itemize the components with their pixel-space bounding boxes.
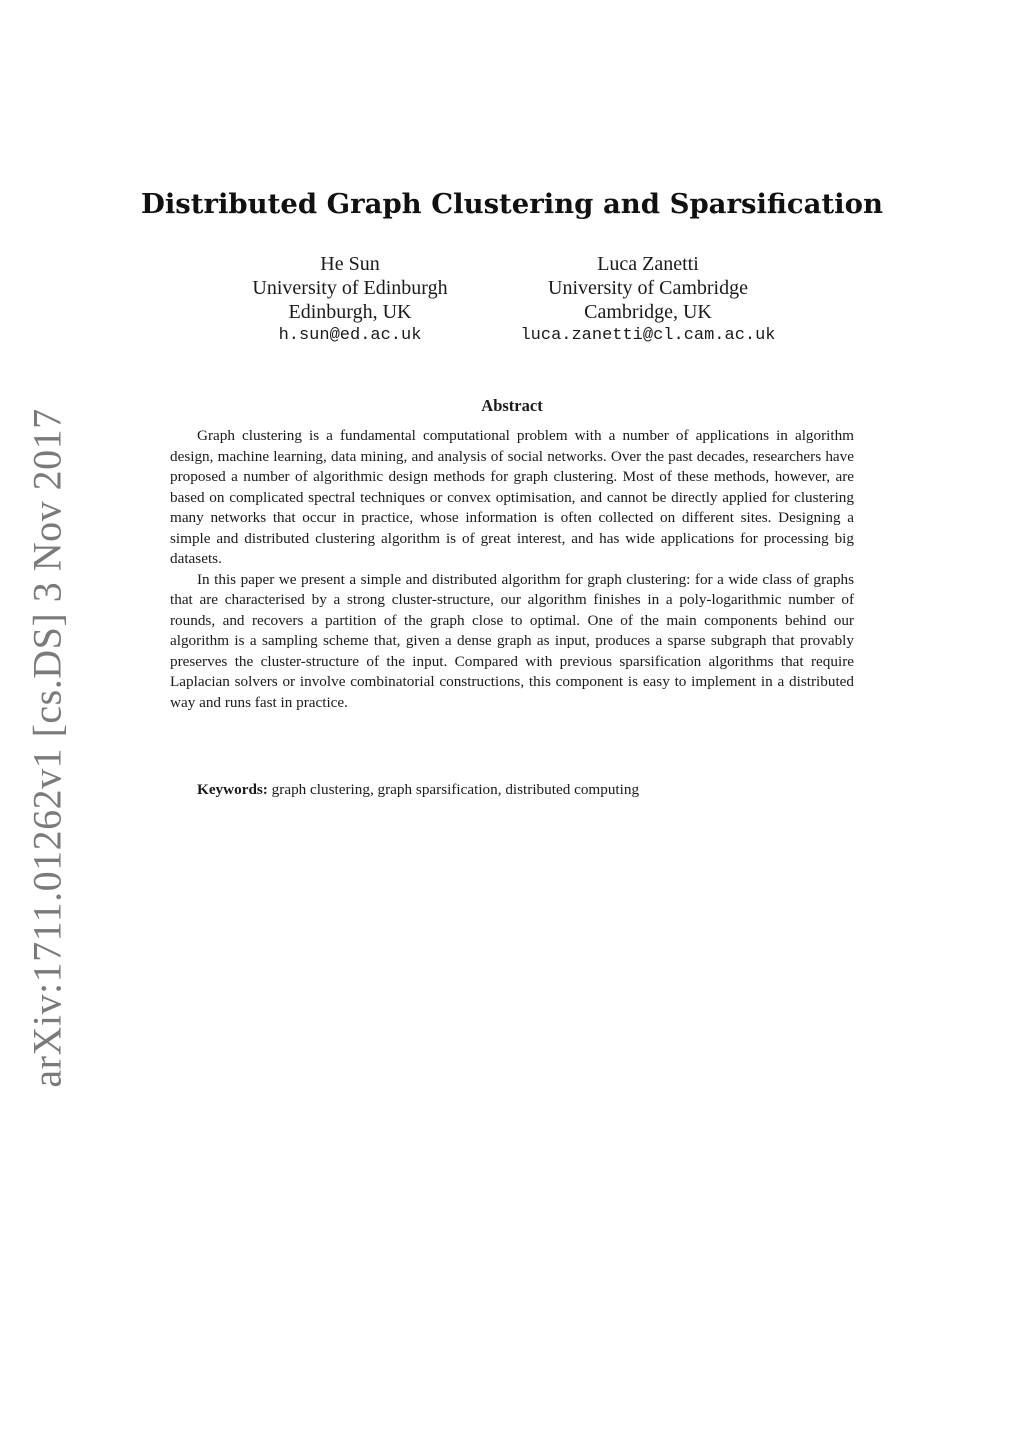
author-name: He Sun	[320, 253, 380, 275]
author-name: Luca Zanetti	[597, 253, 699, 275]
keywords-text: graph clustering, graph sparsification, distributed computing	[271, 781, 640, 798]
abstract-paragraph-2: In this paper we present a simple and distributed algorithm for graph clustering: for a wide class of graphs that are characterised by a strong cluster-structure, our algorithm finishes in a poly-logarithmic number of rounds, and recovers a partition of the graph close to optimal. One of the main components behind our algorithm is a sampling scheme that, given a dense graph as input, produces a sparse subgraph that provably preserves the cluster-structure of the input. Compared with previous sparsification algorithms that require Laplacian solvers or involve combinatorial constructions, this component is easy to implement in a distributed way and runs fast in practice.	[170, 570, 854, 711]
author-email: luca.zanetti@cl.cam.ac.uk	[520, 326, 776, 345]
author-block-1	[200, 252, 500, 348]
author-email: h.sun@ed.ac.uk	[278, 326, 422, 345]
author-location: Cambridge, UK	[584, 301, 712, 323]
keywords	[197, 780, 639, 800]
author-affiliation: University of Cambridge	[548, 277, 748, 299]
author-affiliation: University of Edinburgh	[252, 277, 448, 299]
paper-title: Distributed Graph Clustering and Sparsification	[141, 188, 883, 220]
abstract-heading: Abstract	[481, 396, 543, 415]
arxiv-identifier: arXiv:1711.01262v1 [cs.DS] 3 Nov 2017	[24, 408, 70, 1088]
keywords-label: Keywords:	[197, 781, 268, 798]
author-location: Edinburgh, UK	[288, 301, 412, 323]
author-block-2	[498, 252, 798, 348]
abstract-paragraph-1: Graph clustering is a fundamental computational problem with a number of applications in algorithm design, machine learning, data mining, and analysis of social networks. Over the past decades, researchers have proposed a number of algorithmic design methods for graph clustering. Most of these methods, however, are based on complicated spectral techniques or convex optimisation, and cannot be directly applied for clustering many networks that occur in practice, whose information is often collected on different sites. Designing a simple and distributed clustering algorithm is of great interest, and has wide applications for processing big datasets.	[170, 427, 854, 567]
abstract-body	[170, 426, 854, 713]
